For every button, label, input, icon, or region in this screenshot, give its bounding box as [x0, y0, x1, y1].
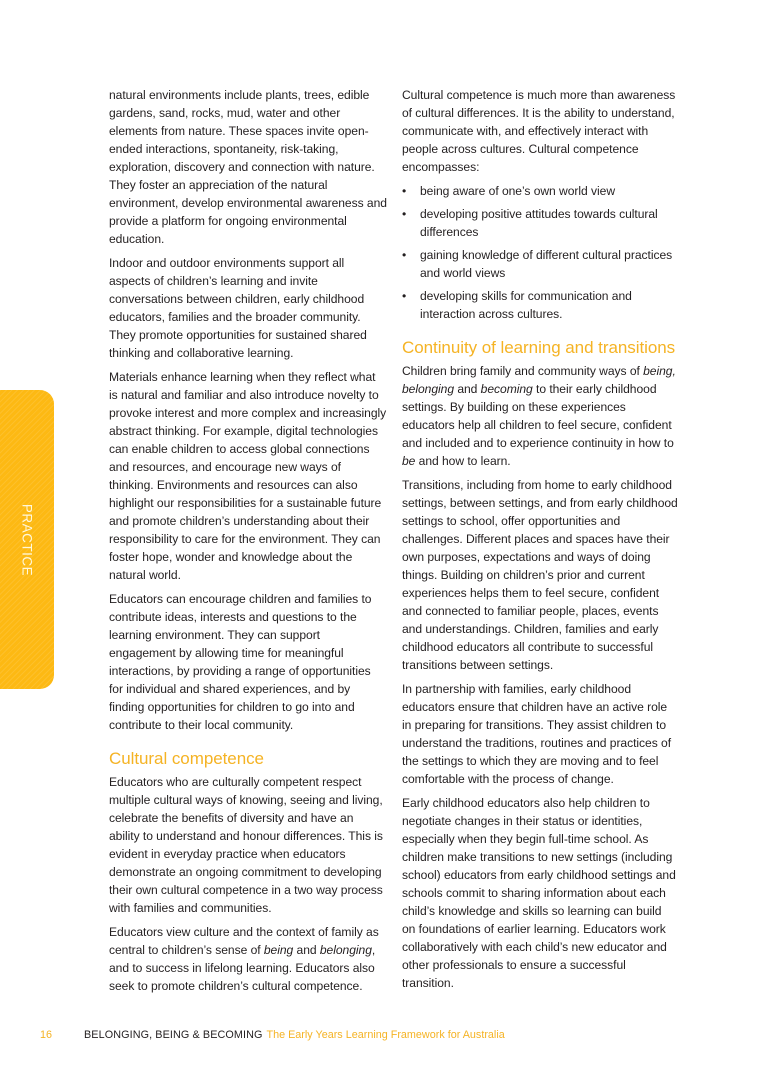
text-run: Children bring family and community ways of [402, 364, 644, 378]
paragraph-children-bring [402, 362, 678, 470]
bullet-icon: • [402, 207, 407, 221]
paragraph-culturally-competent: Educators who are culturally competent respect multiple cultural ways of knowing, seeing and living, celebrate the benefits of diversity and have an ability to understand and honour differences. This is evident in everyday practice when educators demonstrate an ongoing commitment to developing their own cultural competence in a two way process with families and communities. [109, 775, 383, 915]
left-column [109, 86, 387, 1001]
footer-subtitle: The Early Years Learning Framework for Australia [266, 1029, 505, 1041]
list-item-text: developing skills for communication and interaction across cultures. [420, 289, 632, 321]
emphasis-being-belonging: being, belonging [402, 364, 676, 396]
text-run: , and to success in lifelong learning. Educators also seek to promote children’s cultural competence. [109, 943, 376, 993]
text-run: and how to learn. [415, 454, 511, 468]
list-item-text: gaining knowledge of different cultural practices and world views [420, 248, 673, 280]
list-item [402, 182, 678, 200]
paragraph-cultural-competence-intro: Cultural competence is much more than awareness of cultural differences. It is the ability to understand, communicate with, and effectively interact with people across cultures. Cultural competence encompasses: [402, 88, 676, 174]
bullet-icon: • [402, 248, 407, 262]
list-item [402, 246, 678, 282]
footer-title: BELONGING, BEING & BECOMING [84, 1029, 263, 1041]
paragraph-indoor-outdoor: Indoor and outdoor environments support all aspects of children’s learning and invite conversations between children, early childhood educators, families and the broader community. They promote opportunities for sustained shared thinking and collaborative learning. [109, 256, 367, 360]
text-run: and [454, 382, 481, 396]
list-item-text: developing positive attitudes towards cultural differences [420, 207, 658, 239]
emphasis-be: be [402, 454, 416, 468]
paragraph-materials: Materials enhance learning when they reflect what is natural and familiar and also introduce novelty to provoke interest and more complex and increasingly abstract thinking. For example, digital technologies can enable children to access global connections and resources, and encourage new ways of thinking. Environments and resources can also highlight our responsibilities for a sustainable future and promote children’s understanding about their responsibility to care for the environment. They can foster hope, wonder and knowledge about the natural world. [109, 370, 387, 582]
heading-continuity-of-learning: Continuity of learning and transitions [402, 338, 676, 357]
cultural-competence-list [402, 182, 678, 323]
bullet-icon: • [402, 184, 407, 198]
page-footer [40, 1029, 505, 1041]
section-tab-label: PRACTICE [19, 503, 35, 576]
paragraph-educators-encourage: Educators can encourage children and families to contribute ideas, interests and questions to the learning environment. They can support engagement by allowing time for meaningful interactions, by providing a range of opportunities for individual and shared experiences, and by finding opportunities for children to go into and contribute to their local community. [109, 592, 372, 732]
bullet-icon: • [402, 289, 407, 303]
paragraph-partnership: In partnership with families, early childhood educators ensure that children have an active role in preparing for transitions. They assist children to understand the traditions, routines and practices of the settings to which they are moving and to feel comfortable with the process of change. [402, 682, 672, 786]
text-run: to their early childhood settings. By building on these experiences educators help all children to feel secure, confident and included and to experience continuity in how to [402, 382, 674, 450]
page-number: 16 [40, 1029, 53, 1041]
emphasis-being: being [263, 943, 294, 957]
section-tab-practice [0, 390, 54, 689]
list-item [402, 287, 678, 323]
right-column [402, 86, 678, 998]
list-item-text: being aware of one’s own world view [420, 184, 615, 198]
heading-cultural-competence: Cultural competence [109, 749, 264, 768]
list-item [402, 205, 678, 241]
paragraph-natural-environments: natural environments include plants, trees, edible gardens, sand, rocks, mud, water and other elements from nature. These spaces invite open-ended interactions, spontaneity, risk-taking, exploration, discovery and connection with nature. They foster an appreciation of the natural environment, develop environmental awareness and provide a platform for ongoing environmental education. [109, 88, 387, 246]
paragraph-educators-view-culture [109, 923, 387, 995]
paragraph-transitions: Transitions, including from home to early childhood settings, between settings, and from early childhood settings to school, offer opportunities and challenges. Different places and spaces have their own purposes, expectations and ways of doing things. Building on children’s prior and current experiences helps them to feel secure, confident and connected to familiar people, places, events and understandings. Children, families and early childhood educators all contribute to successful transitions between settings. [402, 478, 678, 672]
emphasis-becoming: becoming [480, 382, 533, 396]
paragraph-early-childhood-educators: Early childhood educators also help children to negotiate changes in their status or identities, especially when they begin full-time school. As children make transitions to new settings (including school) educators from early childhood settings and schools commit to sharing information about each child’s knowledge and skills so learning can build on foundations of earlier learning. Educators work collaboratively with each child’s new educator and other professionals to ensure a successful transition. [402, 796, 676, 990]
text-run: Educators view culture and the context of family as central to children’s sense of [109, 925, 379, 957]
text-run: and [293, 943, 320, 957]
emphasis-belonging: belonging [319, 943, 372, 957]
